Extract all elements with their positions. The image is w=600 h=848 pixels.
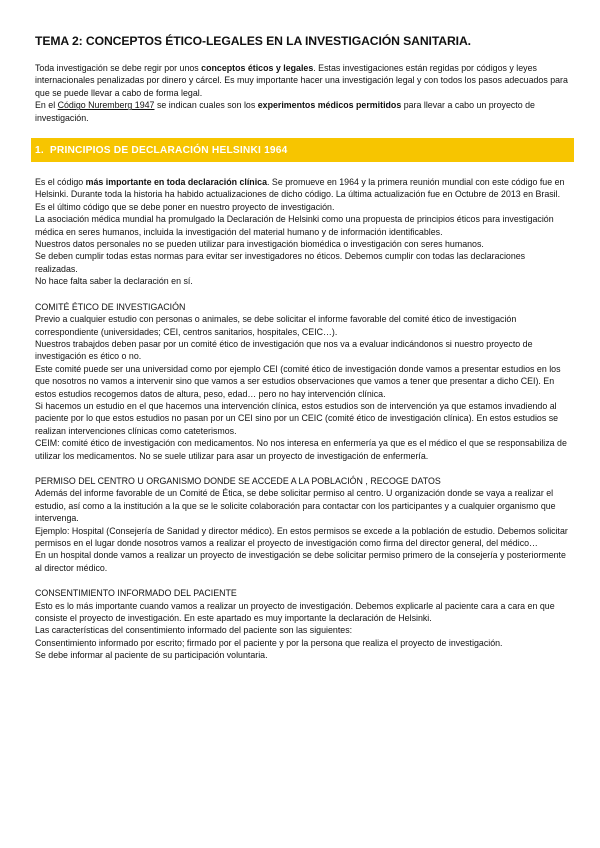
helsinki-paragraph-1 bbox=[35, 176, 570, 213]
helsinki-paragraph-3: Nuestros datos personales no se pueden utilizar para investigación biomédica o investigación con seres humanos. bbox=[35, 239, 484, 250]
helsinki-paragraph-4: Se deben cumplir todas estas normas para evitar ser investigadores no éticos. Debemos cumplir con todas las declaraciones realizadas. bbox=[35, 251, 526, 274]
permiso-heading: PERMISO DEL CENTRO U ORGANISMO DONDE SE ACCEDE A LA POBLACIÓN , RECOGE DATOS bbox=[35, 475, 441, 486]
permiso-section bbox=[35, 475, 570, 574]
intro-paragraph-1 bbox=[35, 62, 570, 99]
comite-paragraph-2: Nuestros trabajdos deben pasar por un comité ético de investigación que nos va a evaluar indicándonos si nuestro proyecto de investigación es ético o no. bbox=[35, 338, 533, 362]
intro-text: . Estas investigaciones están regidas por códigos y leyes internacionales penalizadas por dinero y cárcel. Es muy importante hacer una investigación legal y con todos los pasos adecuados para que se puede llevar a cabo de forma legal. bbox=[35, 63, 568, 98]
comite-paragraph-5: CEIM: comité ético de investigación con medicamentos. No nos interesa en enfermería ya que es el médico el que se responsabiliza de utilizar los medicamentos. No se suele utilizar para asar un proyecto de investigación de enfermería. bbox=[35, 438, 567, 461]
body-text: . Se promueve en 1964 y la primera reunión mundial con este código fue en Helsinki. Durante toda la historia ha habido actualizaciones de dicho código. La última actualización fue en Octubre de 2013 en Brasil. Es el último código que se debe poner en nuestro proyecto de investigación. bbox=[35, 177, 565, 212]
intro-text: para llevar a cabo un proyecto de investigación. bbox=[35, 100, 535, 123]
intro-text: Toda investigación se debe regir por unos bbox=[35, 63, 202, 73]
consentimiento-paragraph-2: Las características del consentimiento informado del paciente son las siguientes: bbox=[35, 625, 353, 636]
document-page bbox=[35, 34, 570, 662]
consentimiento-paragraph-1: Esto es lo más importante cuando vamos a realizar un proyecto de investigación. Debemos explicarle al paciente cara a cara en que consiste el proyecto de investigación. En este apartado es muy importante la declaración de Helsinki. bbox=[35, 600, 555, 624]
comite-paragraph-1: Previo a cualquier estudio con personas o animales, se debe solicitar el informe favorable del comité ético de investigación correspondiente (universidades; CEI, centros sanitarios, hospitales, CEIC…). bbox=[35, 314, 517, 337]
intro-bold-text: conceptos éticos y legales bbox=[201, 63, 314, 73]
helsinki-section bbox=[35, 176, 570, 288]
section-number: 1. bbox=[35, 144, 44, 156]
intro-text: En el bbox=[35, 100, 58, 111]
document-title: TEMA 2: CONCEPTOS ÉTICO-LEGALES EN LA INVESTIGACIÓN SANITARIA. bbox=[35, 34, 471, 48]
intro-text: se indican cuales son los bbox=[154, 100, 258, 111]
permiso-paragraph-3: En un hospital donde vamos a realizar un proyecto de investigación se debe solicitar permiso primero de la consejería y posteriormente al director médico. bbox=[35, 550, 566, 573]
permiso-paragraph-1: Además del informe favorable de un Comité de Ética, se debe solicitar permiso al centro. U organización donde se vaya a realizar el estudio, así como a la institución a la que se le solicite colaboración para contactar con los participantes y a cualquier organismo que intervenga. bbox=[35, 488, 556, 524]
intro-paragraph-2 bbox=[35, 99, 570, 124]
body-text: Es el código bbox=[35, 177, 86, 188]
intro-bold-text: experimentos médicos permitidos bbox=[257, 100, 402, 111]
intro-section bbox=[35, 62, 570, 124]
permiso-paragraph-2: Ejemplo: Hospital (Consejería de Sanidad y director médico). En estos permisos se excede a la población de estudio. Debemos solicitar permisos en el lugar donde nosotros vamos a realizar el proyecto de investigación como firma del director general, del médico… bbox=[35, 525, 568, 548]
nuremberg-code-link: Código Nuremberg 1947 bbox=[57, 100, 155, 111]
consentimiento-section bbox=[35, 587, 570, 661]
body-bold-text: más importante en toda declaración clínica bbox=[85, 177, 267, 188]
consentimiento-paragraph-4: Se debe informar al paciente de su participación voluntaria. bbox=[35, 650, 268, 661]
consentimiento-heading: CONSENTIMIENTO INFORMADO DEL PACIENTE bbox=[35, 588, 237, 599]
section-heading: PRINCIPIOS DE DECLARACIÓN HELSINKI 1964 bbox=[49, 144, 288, 156]
comite-paragraph-4: Si hacemos un estudio en el que hacemos una intervención clínica, estos estudios son de intervención ya que estamos invadiendo al paciente por lo que estos estudios no pasan por un CEI sino por un CEIC (comité ético de investigación clínica). En estos estudios se realizan intervenciones clínicas como cateterismos. bbox=[35, 400, 559, 436]
comite-paragraph-3: Este comité puede ser una universidad como por ejemplo CEI (comité ético de investigación donde vamos a presentar estudios en los que nosotros no vamos a intervenir sino que vamos a ser estudios observaciones que vamos a tener que presentar a dicho CEI). En estos estudios recogemos datos de altura, peso, edad… pero no hay intervención clínica. bbox=[35, 363, 561, 399]
comite-heading: COMITÉ ÉTICO DE INVESTIGACIÓN bbox=[35, 301, 186, 312]
helsinki-paragraph-2: La asociación médica mundial ha promulgado la Declaración de Helsinki como una propuesta de principios éticos para investigación médica en seres humanos, incluida la investigación del material humano y de información identificables. bbox=[35, 214, 554, 237]
consentimiento-paragraph-3: Consentimiento informado por escrito; firmado por el paciente y por la persona que realiza el proyecto de investigación. bbox=[35, 637, 503, 648]
helsinki-paragraph-5: No hace falta saber la declaración en sí. bbox=[35, 276, 193, 287]
section-heading-band bbox=[31, 138, 574, 162]
comite-section bbox=[35, 301, 570, 462]
